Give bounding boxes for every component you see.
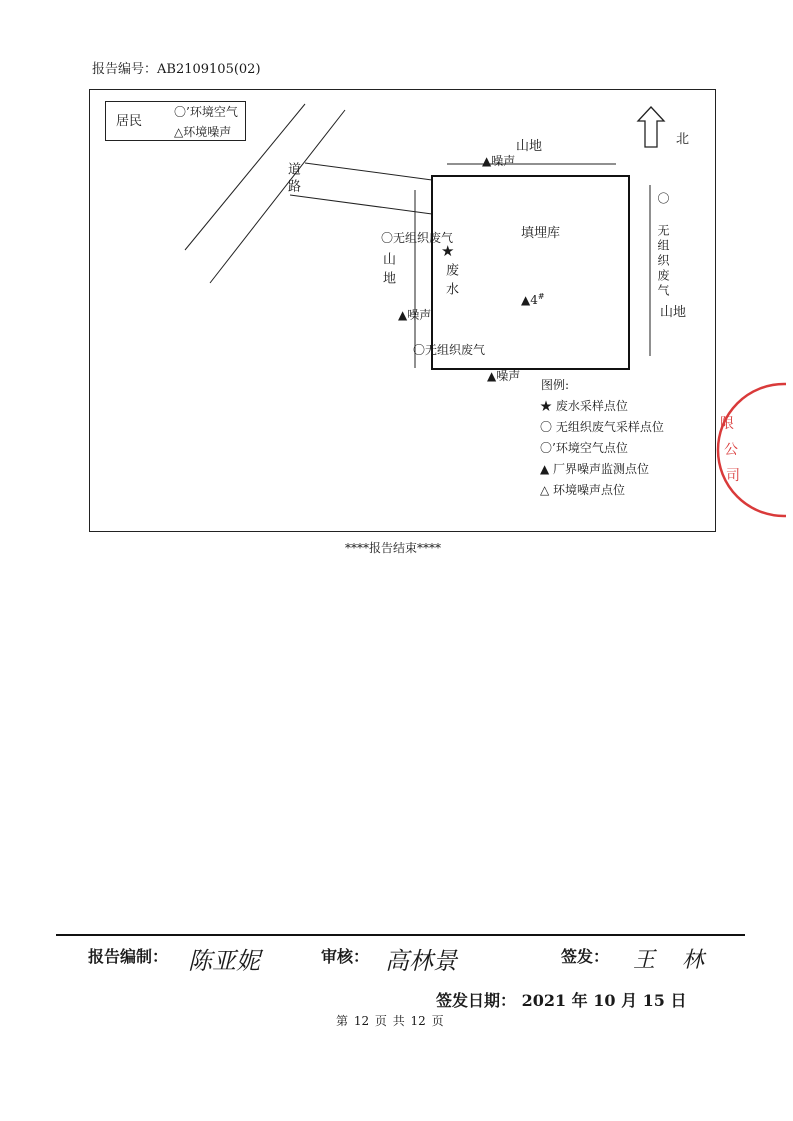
seal-text-2: 公 bbox=[724, 442, 738, 458]
wastewater-label: 废水 bbox=[443, 263, 458, 301]
issue-date: 签发日期： 2021 年 10 月 15 日 bbox=[436, 991, 687, 1010]
noise-point-top: ▲噪声 bbox=[482, 154, 516, 168]
company-seal bbox=[706, 375, 786, 529]
legend-item-ambient-noise: △ 环境噪声点位 bbox=[540, 483, 626, 497]
signature-divider bbox=[56, 934, 745, 936]
seal-text: 限 bbox=[720, 416, 734, 432]
legend-item-boundary-noise: ▲ 厂界噪声监测点位 bbox=[540, 462, 650, 476]
review-label: 审核： bbox=[321, 947, 370, 966]
access-road-bottom bbox=[290, 195, 432, 214]
map-legend-title: 图例: bbox=[541, 378, 570, 392]
page-number: 第 12 页 共 12 页 bbox=[336, 1014, 444, 1028]
north-label: 北 bbox=[676, 132, 690, 147]
report-number: 报告编号：AB2109105(02) bbox=[92, 62, 261, 77]
wastewater-star-icon: ★ bbox=[441, 242, 455, 260]
road-label: 道路 bbox=[285, 162, 300, 196]
access-road-top bbox=[305, 163, 432, 180]
right-fugitive-prefix bbox=[655, 192, 672, 302]
residents-label: 居民 bbox=[116, 114, 143, 129]
ambient-noise-label: △环境噪声 bbox=[174, 125, 232, 139]
point-4-superscript: # bbox=[537, 292, 545, 301]
north-arrow-icon bbox=[638, 107, 664, 147]
landfill-label: 填埋库 bbox=[521, 226, 561, 241]
ambient-air-label: 〇’环境空气 bbox=[174, 105, 238, 119]
mountain-top-label: 山地 bbox=[516, 139, 543, 154]
compiled-by-label: 报告编制： bbox=[88, 947, 169, 966]
left-fugitive-label: 〇无组织废气 bbox=[381, 231, 454, 245]
seal-text-3: 司 bbox=[726, 468, 740, 484]
right-fugitive-label: 〇 无组织废气 bbox=[656, 192, 670, 299]
compiled-by-signature: 陈亚妮 bbox=[188, 947, 260, 975]
legend-item-wastewater: ★ 废水采样点位 bbox=[540, 399, 628, 413]
review-signature: 高林景 bbox=[385, 947, 457, 975]
report-end-mark: ****报告结束**** bbox=[345, 541, 442, 555]
legend-item-ambient-air: 〇’环境空气点位 bbox=[540, 441, 628, 455]
legend-item-fugitive: 〇 无组织废气采样点位 bbox=[540, 420, 664, 434]
noise-point-bottom: ▲噪声 bbox=[487, 369, 521, 383]
bottom-fugitive-label: 〇无组织废气 bbox=[413, 343, 486, 357]
noise-point-left: ▲噪声 bbox=[398, 308, 432, 322]
point-4: ▲4 bbox=[521, 293, 538, 307]
issue-signature: 王 林 bbox=[633, 948, 714, 973]
mountain-left-label: 山地 bbox=[380, 252, 395, 290]
mountain-right-label: 山地 bbox=[660, 305, 687, 320]
seal-ring bbox=[706, 375, 786, 525]
issue-label: 签发： bbox=[561, 947, 610, 966]
point-4-label bbox=[521, 292, 545, 307]
